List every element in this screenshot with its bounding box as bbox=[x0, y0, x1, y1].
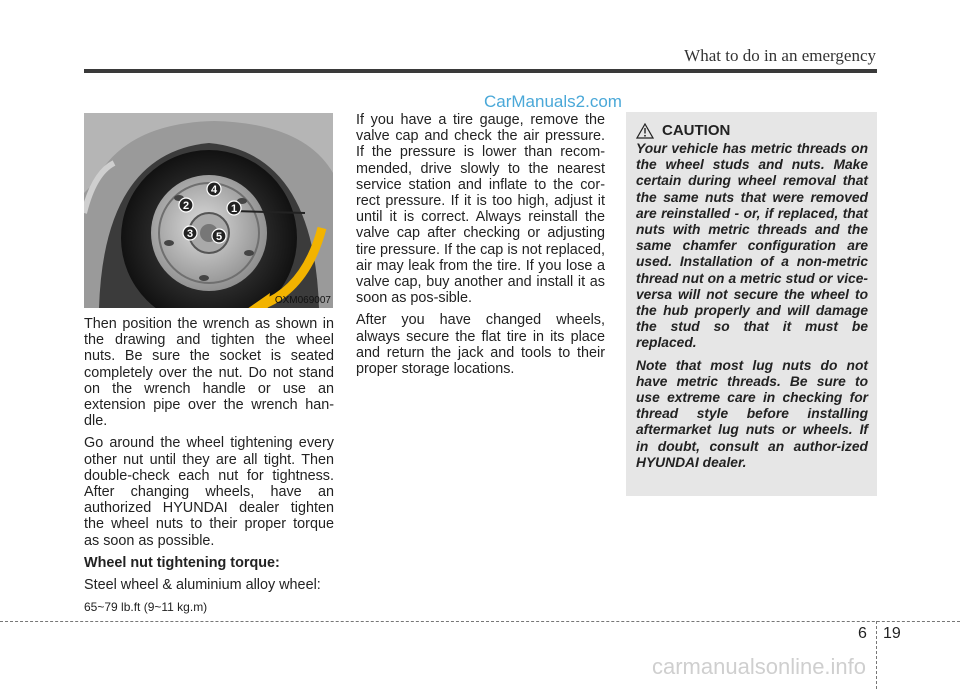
storage-paragraph: After you have changed wheels, always secure the flat tire in its place and return the jack and tools to their proper storage locations. bbox=[356, 312, 605, 378]
tightening-paragraph: Go around the wheel tightening every other nut until they are all tight. Then double-check each nut for tightness. After changing wheels, have an authorized HYUNDAI dealer tighten the wheel nuts to their proper torque as soon as possible. bbox=[84, 435, 334, 549]
torque-value: 65~79 lb.ft (9~11 kg.m) bbox=[84, 600, 208, 615]
figure-code: OXM069007 bbox=[274, 295, 331, 306]
page-number: 19 bbox=[883, 625, 901, 642]
nut-label-5: 5 bbox=[215, 231, 223, 243]
caution-header bbox=[636, 122, 868, 139]
watermark-link[interactable]: CarManuals2.com bbox=[484, 92, 622, 111]
wrench-paragraph: Then position the wrench as shown in the drawing and tighten the wheel nuts. Be sure the socket is seated completely over the nut. Do not stand on the wrench handle or use an extension pipe over the wrench han-dle. bbox=[84, 316, 334, 430]
warning-triangle-icon bbox=[636, 123, 654, 139]
wheel-photo bbox=[84, 113, 333, 308]
column-left bbox=[84, 316, 334, 621]
torque-heading: Wheel nut tightening torque: bbox=[84, 554, 280, 571]
caution-box bbox=[626, 112, 877, 496]
footer-watermark: carmanualsonline.info bbox=[652, 654, 867, 679]
caution-lug-nut-paragraph: Note that most lug nuts do not have metric threads. Be sure to use extreme care in checking for thread style before installing aftermarket lug nuts or wheels. If in doubt, consult an author-ized HYUNDAI dealer. bbox=[636, 357, 868, 470]
section-title: What to do in an emergency bbox=[684, 46, 876, 65]
footer-dashed-rule bbox=[0, 621, 960, 622]
chapter-number: 6 bbox=[858, 625, 867, 642]
header-rule bbox=[84, 69, 877, 73]
nut-number-overlay bbox=[84, 113, 333, 308]
tire-gauge-paragraph: If you have a tire gauge, remove the valve cap and check the air pressure. If the pressure is lower than recom-mended, drive slowly to the nearest service station and inflate to the cor-rect pressure. If it is too high, adjust it until it is correct. Always reinstall the valve cap after checking or adjusting tire pressure. If the cap is not replaced, air may leak from the tire. If you lose a valve cap, buy another and install it as soon as pos-sible. bbox=[356, 112, 605, 307]
nut-label-3: 3 bbox=[186, 228, 194, 240]
footer-page-divider bbox=[876, 621, 877, 689]
nut-label-1: 1 bbox=[230, 203, 238, 215]
column-middle bbox=[356, 112, 605, 383]
caution-title: CAUTION bbox=[662, 122, 731, 139]
caution-metric-paragraph: Your vehicle has metric threads on the wheel studs and nuts. Make certain during wheel removal that the same nuts that were removed are reinstalled - or, if replaced, that nuts with metric threads and the same chamfer configuration are used. Installation of a non-metric thread nut on a metric stud or vice-versa will not secure the wheel to the hub properly and will damage the stud so that it must be replaced. bbox=[636, 141, 868, 351]
nut-label-2: 2 bbox=[182, 200, 190, 212]
nut-label-4: 4 bbox=[210, 184, 218, 196]
wheel-type-text: Steel wheel & aluminium alloy wheel: bbox=[84, 577, 321, 594]
